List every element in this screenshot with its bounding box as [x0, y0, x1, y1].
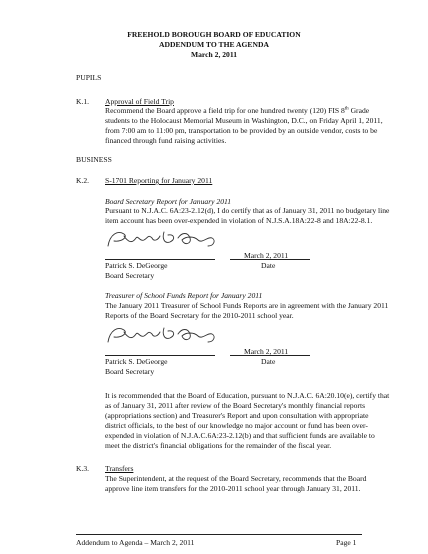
paragraph-line: as of January 31, 2011 after review of the Board Secretary's monthly financial reports	[105, 401, 366, 410]
signature-date: March 2, 2011	[244, 347, 289, 356]
footer-rule	[76, 534, 362, 535]
item-title-k1: Approval of Field Trip	[105, 97, 174, 106]
signatory-name: Patrick S. DeGeorge	[105, 261, 168, 270]
signatory-name: Patrick S. DeGeorge	[105, 357, 168, 366]
paragraph-line: (appropriations section) and Treasurer's Report and upon consultation with appropriate	[105, 411, 369, 420]
signatory-role: Board Secretary	[105, 367, 155, 376]
date-label: Date	[261, 261, 276, 270]
section-heading-business: BUSINESS	[76, 155, 112, 164]
item-number-k1: K.1.	[76, 97, 90, 106]
k3-text-line: approve line item transfers for the 2010-2011 school year through January 31, 2011.	[105, 484, 361, 493]
paragraph-line: district officials, to the best of our knowledge no major account or fund has been over-	[105, 421, 368, 430]
k2-text-line: Reports of the Board Secretary for the 2010-2011 school year.	[105, 311, 294, 320]
signature-date: March 2, 2011	[244, 251, 289, 260]
item-title-k2: S-1701 Reporting for January 2011	[105, 176, 213, 185]
footer-left: Addendum to Agenda – March 2, 2011	[76, 538, 195, 547]
item-number-k3: K.3.	[76, 464, 90, 473]
k1-text-line: students to the Holocaust Memorial Museum in Washington, D.C., on Friday April 1, 2011,	[105, 116, 383, 125]
k1-text-line: from 7:00 am to 11:00 pm, transportation to be provided by an outside vendor, costs to be	[105, 126, 378, 135]
k2-text-line: Pursuant to N.J.A.C. 6A:23-2.12(d), I do certify that as of January 31, 2011 no budgetary line	[105, 206, 390, 215]
k1-text-line: financed through fund raising activities.	[105, 136, 227, 145]
paragraph-line: expended in violation of N.J.A.C.6A:23-2.12(b) and that sufficient funds are available to	[105, 431, 375, 440]
section-heading-pupils: PUPILS	[76, 73, 102, 82]
signatory-role: Board Secretary	[105, 271, 155, 280]
k3-text-line: The Superintendent, at the request of the Board Secretary, recommends that the Board	[105, 474, 367, 483]
document-title: FREEHOLD BOROUGH BOARD OF EDUCATION	[127, 30, 301, 39]
page-number: Page 1	[336, 538, 357, 547]
signature-line	[105, 259, 215, 260]
signature-image	[104, 322, 224, 348]
document-subtitle: ADDENDUM TO THE AGENDA	[159, 40, 269, 49]
item-title-k3: Transfers	[105, 464, 134, 473]
k1-text-line: Recommend the Board approve a field trip for one hundred twenty (120) FIS 8th Grade	[105, 106, 370, 115]
date-label: Date	[261, 357, 276, 366]
document-date: March 2, 2011	[190, 50, 238, 59]
subsection-title: Treasurer of School Funds Report for January 2011	[105, 291, 263, 300]
k2-text-line: item account has been over-expended in violation of N.J.S.A.18A:22-8 and 18A:22-8.1.	[105, 216, 373, 225]
paragraph-line: meet the district's financial obligations for the remainder of the fiscal year.	[105, 441, 332, 450]
subsection-title: Board Secretary Report for January 2011	[105, 197, 232, 206]
k2-text-line: The January 2011 Treasurer of School Funds Reports are in agreement with the January 2011	[105, 301, 389, 310]
signature-line	[105, 355, 215, 356]
signature-image	[104, 226, 224, 252]
paragraph-line: It is recommended that the Board of Education, pursuant to N.J.A.C. 6A:20.10(e), certify that	[105, 391, 390, 400]
item-number-k2: K.2.	[76, 176, 90, 185]
